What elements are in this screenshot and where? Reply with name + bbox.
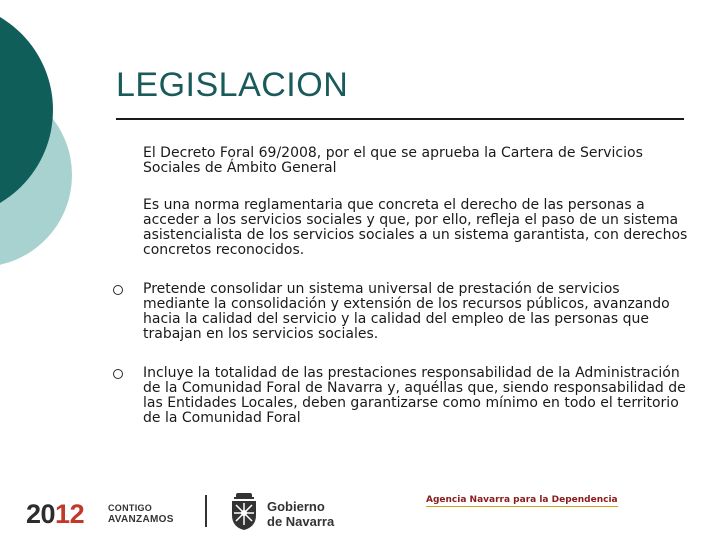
slide-title: LEGISLACION [116, 66, 349, 104]
agency-name: Agencia Navarra para la Dependencia [426, 495, 618, 505]
year-prefix: 20 [26, 499, 56, 529]
slogan-line-2: AVANZAMOS [108, 514, 174, 525]
intro-text: El Decreto Foral 69/2008, por el que se aprueba la Cartera de Servicios Sociales de Ámbito General [143, 145, 643, 176]
year-logo [26, 499, 84, 530]
gov-name-line-1: Gobierno [267, 499, 325, 514]
gov-name-line-2: de Navarra [267, 514, 335, 529]
description-paragraph: Es una norma reglamentaria que concreta el derecho de las personas a acceder a los servicios sociales y que, por ello, refleja el paso de un sistema asistencialista de los servicios sociales a un sistema garantista, con derechos concretos reconocidos. [143, 197, 688, 258]
title-divider [116, 118, 684, 120]
bullet-text-2: Incluye la totalidad de las prestaciones responsabilidad de la Administración de la Comunidad Foral de Navarra y, aquéllas que, siendo responsabilidad de las Entidades Locales, deben garantizarse como mínimo en todo el territorio de la Comunidad Foral [143, 365, 686, 426]
bullet-text-1: Pretende consolidar un sistema universal de prestación de servicios mediante la consolidación y extensión de los recursos públicos, avanzando hacia la calidad del servicio y la calidad del empleo de las personas que trabajan en los servicios sociales. [143, 281, 670, 342]
bullet-icon [113, 369, 123, 379]
navarra-coat-of-arms-icon [228, 491, 260, 531]
footer [0, 485, 720, 540]
year-accent: 12 [55, 499, 85, 529]
bullet-icon [113, 285, 123, 295]
footer-separator [205, 495, 207, 527]
decorative-circles [0, 0, 80, 300]
slogan-line-1: CONTIGO [108, 503, 153, 513]
